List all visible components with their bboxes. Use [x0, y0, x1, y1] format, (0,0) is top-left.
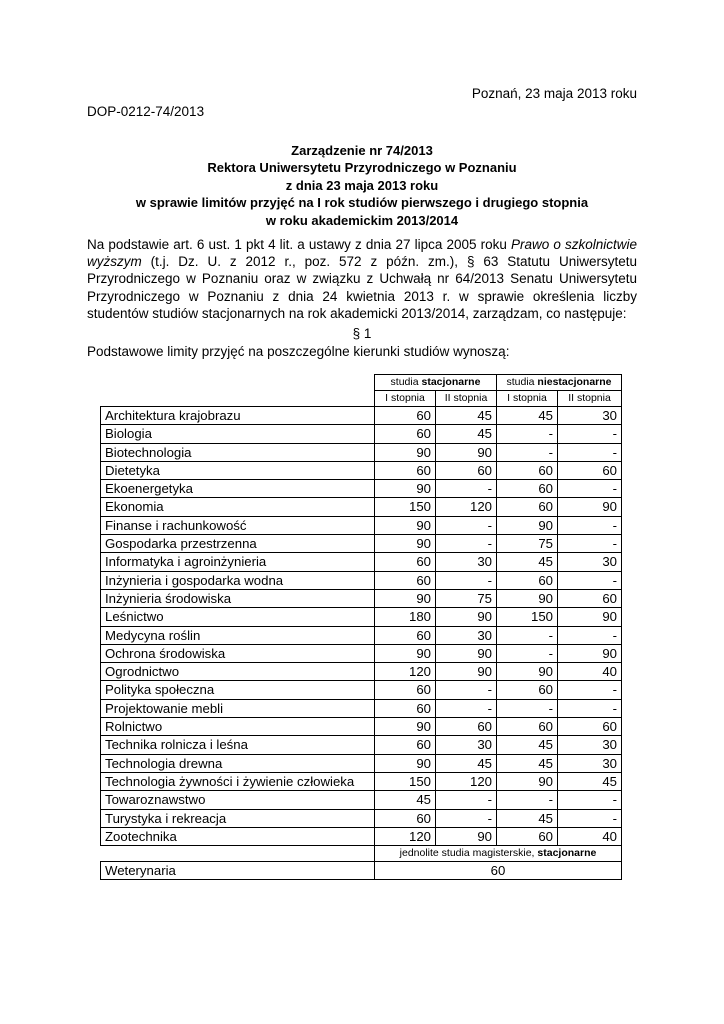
- course-name: Biologia: [101, 425, 375, 443]
- section-lead: Podstawowe limity przyjęć na poszczególne kierunki studiów wynoszą:: [87, 344, 510, 359]
- course-name: Technologia żywności i żywienie człowieka: [101, 772, 375, 790]
- limit-niestacjonarne-i: 60: [497, 480, 558, 498]
- limit-stacjonarne-ii: 90: [436, 663, 497, 681]
- course-name: Biotechnologia: [101, 443, 375, 461]
- table-header-row: [101, 375, 622, 391]
- limit-niestacjonarne-i: 45: [497, 754, 558, 772]
- table-row: [101, 608, 622, 626]
- limit-stacjonarne-i: 60: [375, 553, 436, 571]
- limit-stacjonarne-i: 90: [375, 754, 436, 772]
- limit-niestacjonarne-ii: 60: [558, 718, 622, 736]
- table-row: [101, 663, 622, 681]
- limit-niestacjonarne-ii: -: [558, 791, 622, 809]
- limit-stacjonarne-ii: 30: [436, 553, 497, 571]
- limit-niestacjonarne-ii: 45: [558, 772, 622, 790]
- course-name: Rolnictwo: [101, 718, 375, 736]
- table-jednolite-header-row: [101, 846, 622, 862]
- limit-niestacjonarne-ii: 90: [558, 498, 622, 516]
- limit-niestacjonarne-i: 90: [497, 663, 558, 681]
- limit-stacjonarne-ii: 60: [436, 461, 497, 479]
- table-row: [101, 754, 622, 772]
- limit-stacjonarne-ii: -: [436, 809, 497, 827]
- table-subheader-row: [101, 391, 622, 407]
- header-niestacjonarne: studia niestacjonarne: [497, 375, 622, 391]
- limit-stacjonarne-ii: 45: [436, 425, 497, 443]
- table-row: [101, 681, 622, 699]
- table-row: [101, 498, 622, 516]
- limit-niestacjonarne-i: 45: [497, 736, 558, 754]
- limit-niestacjonarne-i: 60: [497, 571, 558, 589]
- limit-niestacjonarne-ii: -: [558, 699, 622, 717]
- course-name: Ogrodnictwo: [101, 663, 375, 681]
- document-date: Poznań, 23 maja 2013 roku: [471, 86, 637, 101]
- limit-niestacjonarne-i: 75: [497, 535, 558, 553]
- limit-niestacjonarne-ii: 30: [558, 736, 622, 754]
- title-line: Zarządzenie nr 74/2013: [291, 143, 433, 158]
- limit-niestacjonarne-i: 60: [497, 681, 558, 699]
- course-name: Leśnictwo: [101, 608, 375, 626]
- course-name: Architektura krajobrazu: [101, 407, 375, 425]
- table-row: [101, 571, 622, 589]
- table-row: [101, 772, 622, 790]
- limit-stacjonarne-ii: 90: [436, 443, 497, 461]
- limit-niestacjonarne-ii: 90: [558, 644, 622, 662]
- course-name: Polityka społeczna: [101, 681, 375, 699]
- limit-stacjonarne-ii: 30: [436, 736, 497, 754]
- table-row: [101, 809, 622, 827]
- table-row: [101, 827, 622, 845]
- limit-niestacjonarne-i: 60: [497, 827, 558, 845]
- limit-stacjonarne-i: 60: [375, 571, 436, 589]
- limit-stacjonarne-i: 90: [375, 644, 436, 662]
- limit-niestacjonarne-i: -: [497, 644, 558, 662]
- table-row: [101, 644, 622, 662]
- title-line: w sprawie limitów przyjęć na I rok studiów pierwszego i drugiego stopnia: [135, 195, 589, 211]
- limit-stacjonarne-ii: -: [436, 535, 497, 553]
- limit-niestacjonarne-i: 90: [497, 516, 558, 534]
- header-jednolite: jednolite studia magisterskie, stacjonarne: [375, 846, 622, 862]
- limit-stacjonarne-ii: 120: [436, 498, 497, 516]
- limit-niestacjonarne-i: 90: [497, 772, 558, 790]
- limit-niestacjonarne-i: 60: [497, 498, 558, 516]
- limit-niestacjonarne-i: 45: [497, 407, 558, 425]
- subheader-cell: I stopnia: [497, 391, 558, 407]
- subheader-cell: II stopnia: [436, 391, 497, 407]
- limit-stacjonarne-ii: -: [436, 699, 497, 717]
- limit-niestacjonarne-i: 45: [497, 553, 558, 571]
- table-row: [101, 480, 622, 498]
- course-name: Gospodarka przestrzenna: [101, 535, 375, 553]
- table-row: [101, 516, 622, 534]
- limit-stacjonarne-ii: 45: [436, 754, 497, 772]
- limit-niestacjonarne-i: -: [497, 425, 558, 443]
- course-name: Dietetyka: [101, 461, 375, 479]
- limit-stacjonarne-i: 60: [375, 425, 436, 443]
- course-name: Turystyka i rekreacja: [101, 809, 375, 827]
- course-name: Finanse i rachunkowość: [101, 516, 375, 534]
- limit-niestacjonarne-ii: -: [558, 535, 622, 553]
- limit-stacjonarne-ii: 60: [436, 718, 497, 736]
- limit-niestacjonarne-ii: 40: [558, 663, 622, 681]
- course-name: Zootechnika: [101, 827, 375, 845]
- limit-stacjonarne-i: 120: [375, 827, 436, 845]
- table-row: [101, 589, 622, 607]
- limit-stacjonarne-ii: -: [436, 516, 497, 534]
- table-row: [101, 443, 622, 461]
- limit-stacjonarne-ii: -: [436, 571, 497, 589]
- limit-niestacjonarne-ii: -: [558, 626, 622, 644]
- limit-stacjonarne-ii: 45: [436, 407, 497, 425]
- limit-niestacjonarne-i: 90: [497, 589, 558, 607]
- table-row: [101, 553, 622, 571]
- limit-stacjonarne-i: 150: [375, 772, 436, 790]
- table-row: [101, 626, 622, 644]
- limit-niestacjonarne-ii: 30: [558, 553, 622, 571]
- course-name: Weterynaria: [101, 862, 375, 880]
- limit-niestacjonarne-i: -: [497, 626, 558, 644]
- limit-stacjonarne-i: 45: [375, 791, 436, 809]
- limit-stacjonarne-i: 180: [375, 608, 436, 626]
- limit-niestacjonarne-ii: -: [558, 425, 622, 443]
- table-row-weterynaria: [101, 862, 622, 880]
- limit-niestacjonarne-ii: 40: [558, 827, 622, 845]
- limit-niestacjonarne-ii: 30: [558, 407, 622, 425]
- limit-stacjonarne-ii: 90: [436, 827, 497, 845]
- course-name: Inżynieria i gospodarka wodna: [101, 571, 375, 589]
- course-name: Technika rolnicza i leśna: [101, 736, 375, 754]
- course-name: Inżynieria środowiska: [101, 589, 375, 607]
- table-row: [101, 425, 622, 443]
- course-name: Informatyka i agroinżynieria: [101, 553, 375, 571]
- limit-stacjonarne-ii: -: [436, 480, 497, 498]
- limit-stacjonarne-i: 60: [375, 626, 436, 644]
- course-name: Towaroznawstwo: [101, 791, 375, 809]
- limit-stacjonarne-i: 60: [375, 681, 436, 699]
- limit-niestacjonarne-ii: 60: [558, 461, 622, 479]
- limit-stacjonarne-ii: -: [436, 681, 497, 699]
- limit-stacjonarne-i: 90: [375, 443, 436, 461]
- section-mark: § 1: [352, 326, 372, 341]
- intro-text: Na podstawie art. 6 ust. 1 pkt 4 lit. a ustawy z dnia 27 lipca 2005 roku: [87, 237, 511, 252]
- document-title: [0, 142, 724, 229]
- limit-stacjonarne-i: 150: [375, 498, 436, 516]
- limit-stacjonarne-i: 60: [375, 736, 436, 754]
- intro-text: (t.j. Dz. U. z 2012 r., poz. 572 z późn. zm.), § 63 Statutu Uniwersytetu Przyrodniczego w Poznaniu oraz w związku z Uchwałą nr 64/2013 Senatu Uniwersytetu Przyrodniczego w Poznaniu z dnia 24 kwietnia 2013 r. w sprawie określenia liczby studentów studiów stacjonarnych na rok akademicki 2013/2014, zarządzam, co następuje:: [87, 254, 637, 321]
- table-row: [101, 791, 622, 809]
- course-name: Ekoenergetyka: [101, 480, 375, 498]
- title-line: w roku akademickim 2013/2014: [265, 212, 459, 228]
- limit-stacjonarne-i: 90: [375, 535, 436, 553]
- limit-stacjonarne-ii: 30: [436, 626, 497, 644]
- limit-niestacjonarne-i: -: [497, 699, 558, 717]
- table-row: [101, 736, 622, 754]
- table-row: [101, 699, 622, 717]
- limit-niestacjonarne-i: 60: [497, 461, 558, 479]
- admission-limits-table: [100, 374, 622, 880]
- course-name: Projektowanie mebli: [101, 699, 375, 717]
- course-name: Ochrona środowiska: [101, 644, 375, 662]
- table-row: [101, 535, 622, 553]
- limit-stacjonarne-i: 120: [375, 663, 436, 681]
- limit-niestacjonarne-i: 150: [497, 608, 558, 626]
- limit-niestacjonarne-ii: -: [558, 809, 622, 827]
- limit-value: 60: [375, 862, 622, 880]
- limit-niestacjonarne-ii: -: [558, 516, 622, 534]
- limit-stacjonarne-i: 90: [375, 718, 436, 736]
- intro-act-name: Prawo o szkolnictwie wyższym: [87, 237, 638, 270]
- subheader-cell: II stopnia: [558, 391, 622, 407]
- limit-niestacjonarne-ii: -: [558, 443, 622, 461]
- header-stacjonarne: studia stacjonarne: [375, 375, 497, 391]
- limit-stacjonarne-i: 60: [375, 407, 436, 425]
- limit-stacjonarne-ii: 120: [436, 772, 497, 790]
- limit-stacjonarne-ii: 90: [436, 608, 497, 626]
- course-name: Ekonomia: [101, 498, 375, 516]
- title-line: z dnia 23 maja 2013 roku: [285, 177, 439, 193]
- limit-stacjonarne-ii: 75: [436, 589, 497, 607]
- document-reference: DOP-0212-74/2013: [87, 104, 205, 119]
- limit-stacjonarne-i: 90: [375, 589, 436, 607]
- limit-niestacjonarne-ii: -: [558, 681, 622, 699]
- limit-niestacjonarne-i: -: [497, 791, 558, 809]
- limit-stacjonarne-i: 60: [375, 461, 436, 479]
- limit-stacjonarne-i: 90: [375, 480, 436, 498]
- limit-niestacjonarne-ii: 60: [558, 589, 622, 607]
- title-line: Rektora Uniwersytetu Przyrodniczego w Poznaniu: [207, 160, 517, 176]
- table-row: [101, 461, 622, 479]
- limit-niestacjonarne-ii: -: [558, 480, 622, 498]
- limit-niestacjonarne-i: 45: [497, 809, 558, 827]
- table-row: [101, 718, 622, 736]
- limit-stacjonarne-i: 60: [375, 809, 436, 827]
- limit-niestacjonarne-ii: 90: [558, 608, 622, 626]
- limit-stacjonarne-ii: -: [436, 791, 497, 809]
- subheader-cell: I stopnia: [375, 391, 436, 407]
- limit-niestacjonarne-i: -: [497, 443, 558, 461]
- table-row: [101, 407, 622, 425]
- limit-niestacjonarne-ii: 30: [558, 754, 622, 772]
- limit-stacjonarne-ii: 90: [436, 644, 497, 662]
- course-name: Medycyna roślin: [101, 626, 375, 644]
- limit-stacjonarne-i: 60: [375, 699, 436, 717]
- limit-stacjonarne-i: 90: [375, 516, 436, 534]
- intro-paragraph: [87, 236, 637, 322]
- course-name: Technologia drewna: [101, 754, 375, 772]
- limit-niestacjonarne-i: 60: [497, 718, 558, 736]
- limit-niestacjonarne-ii: -: [558, 571, 622, 589]
